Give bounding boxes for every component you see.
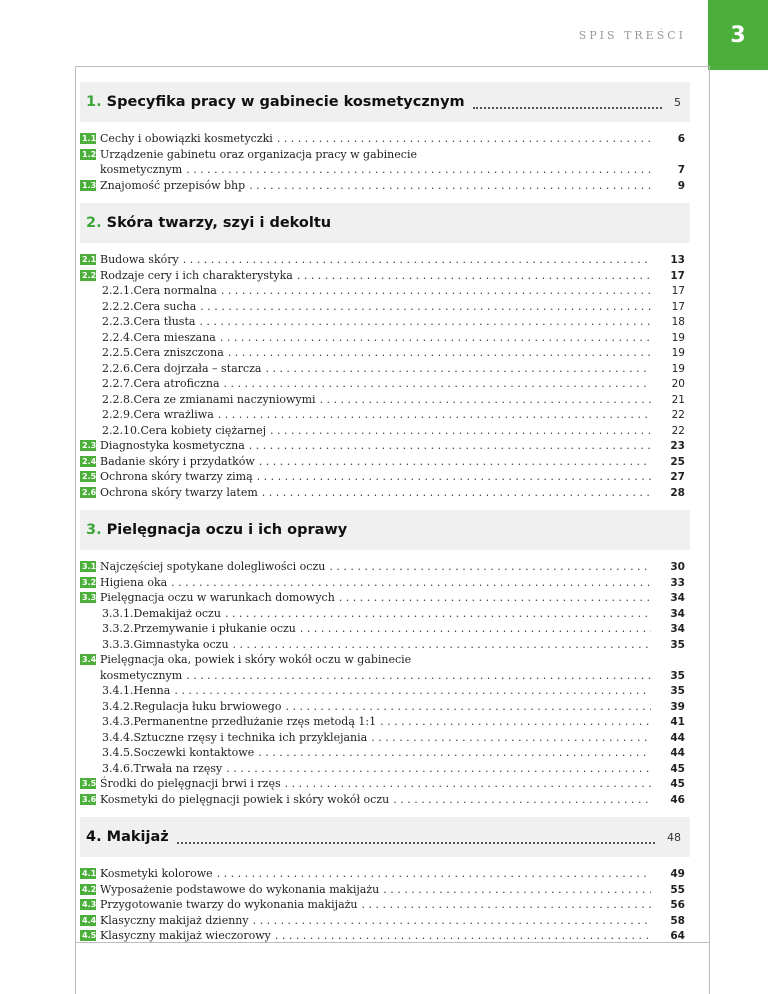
leader-dots bbox=[339, 590, 651, 606]
entry-page: 58 bbox=[670, 914, 685, 927]
entry-page: 22 bbox=[671, 424, 685, 437]
section-badge: 3.6 bbox=[82, 794, 97, 804]
page-number-tab bbox=[708, 0, 768, 70]
entry-text: Cera tłusta bbox=[133, 315, 196, 328]
subsection-entry[interactable] bbox=[80, 345, 690, 361]
entry-list bbox=[80, 550, 690, 817]
section-badge: 2.6 bbox=[82, 487, 97, 497]
section-badge: 3.3 bbox=[82, 593, 97, 602]
section-badge: 1.1 bbox=[82, 134, 97, 143]
entry-page: 35 bbox=[670, 638, 685, 651]
subsection-entry[interactable] bbox=[80, 683, 690, 699]
entry-text: Cera mieszana bbox=[133, 330, 216, 344]
section-entry[interactable] bbox=[80, 252, 690, 268]
entry-label bbox=[80, 330, 216, 346]
entry-label bbox=[80, 699, 281, 715]
entry-page: 27 bbox=[670, 471, 685, 483]
entry-page: 49 bbox=[670, 868, 685, 880]
leader-dots bbox=[249, 178, 651, 194]
section-badge: 4.5 bbox=[82, 931, 97, 940]
entry-text: Regulacja łuku brwiowego bbox=[133, 699, 282, 713]
leader-dots bbox=[226, 761, 651, 777]
section-badge: 4.1 bbox=[82, 869, 97, 878]
entry-text: Permanentne przedłużanie rzęs metodą 1:1 bbox=[133, 715, 377, 728]
entry-text: Kosmetyki kolorowe bbox=[100, 867, 213, 880]
subsection-entry[interactable] bbox=[80, 761, 690, 777]
subsection-entry[interactable] bbox=[80, 361, 690, 377]
entry-page: 28 bbox=[670, 486, 685, 499]
entry-page: 13 bbox=[670, 254, 685, 266]
section-entry[interactable] bbox=[80, 559, 690, 575]
entry-label bbox=[80, 730, 367, 746]
entry-text: Cera zniszczona bbox=[133, 346, 224, 359]
subsection-entry[interactable] bbox=[80, 407, 690, 423]
entry-page: 45 bbox=[670, 778, 685, 790]
entry-text: Cera sucha bbox=[133, 299, 197, 313]
leader-dots bbox=[174, 683, 651, 699]
entry-text: Najczęściej spotykane dolegliwości oczu bbox=[100, 560, 326, 573]
section-entry[interactable] bbox=[80, 162, 690, 178]
entry-label bbox=[80, 621, 296, 637]
section-badge: 3.1 bbox=[82, 562, 97, 571]
chapter-title bbox=[86, 94, 465, 110]
leader-dots bbox=[218, 407, 651, 423]
entry-text: Przygotowanie twarzy do wykonania makijażu bbox=[100, 898, 358, 911]
subsection-number: 3.4.6. bbox=[102, 761, 134, 775]
chapter-title-text: Skóra twarzy, szyi i dekoltu bbox=[106, 215, 332, 231]
subsection-number: 3.3.3. bbox=[102, 637, 134, 651]
leader-dots bbox=[220, 330, 651, 346]
section-badge: 3.5 bbox=[82, 779, 97, 788]
entry-text: Znajomość przepisów bhp bbox=[100, 178, 246, 192]
subsection-number: 3.4.1. bbox=[102, 684, 134, 697]
entry-page: 17 bbox=[671, 285, 685, 297]
entry-page: 30 bbox=[670, 561, 685, 573]
section-entry[interactable] bbox=[80, 131, 690, 147]
section-entry[interactable] bbox=[80, 485, 690, 501]
entry-text: Sztuczne rzęsy i technika ich przyklejania bbox=[133, 730, 368, 744]
chapter-title bbox=[86, 829, 169, 845]
entry-text: Urządzenie gabinetu oraz organizacja pracy w gabinecie bbox=[100, 147, 417, 161]
chapter-heading[interactable] bbox=[80, 817, 690, 857]
subsection-number: 2.2.3. bbox=[102, 315, 134, 328]
entry-page: 34 bbox=[670, 592, 685, 604]
subsection-number: 3.4.4. bbox=[102, 730, 134, 744]
section-entry[interactable] bbox=[80, 147, 690, 163]
entry-text: Środki do pielęgnacji brwi i rzęs bbox=[100, 777, 281, 790]
leader-dots bbox=[393, 792, 651, 808]
subsection-entry[interactable] bbox=[80, 330, 690, 346]
entry-page: 25 bbox=[670, 455, 685, 468]
subsection-number: 3.3.2. bbox=[102, 622, 134, 635]
chapter-number: 2. bbox=[86, 215, 102, 231]
leader-dots bbox=[270, 423, 651, 439]
section-badge: 4.4 bbox=[82, 915, 97, 925]
leader-dots bbox=[300, 621, 651, 637]
subsection-number: 2.2.8. bbox=[102, 392, 134, 406]
section-entry[interactable] bbox=[80, 882, 690, 898]
entry-label bbox=[80, 361, 261, 377]
section-entry[interactable] bbox=[80, 928, 690, 944]
entry-text: Kosmetyki do pielęgnacji powiek i skóry wokół oczu bbox=[100, 792, 390, 806]
leader-dots bbox=[177, 841, 655, 844]
entry-page: 9 bbox=[677, 179, 685, 192]
entry-text: Diagnostyka kosmetyczna bbox=[100, 439, 245, 452]
section-entry[interactable] bbox=[80, 590, 690, 606]
entry-list bbox=[80, 122, 690, 203]
section-entry[interactable] bbox=[80, 792, 690, 808]
entry-text: kosmetycznym bbox=[100, 668, 183, 682]
entry-page: 56 bbox=[670, 899, 685, 911]
entry-page: 34 bbox=[670, 607, 685, 620]
page-number: 3 bbox=[730, 22, 746, 48]
entry-label bbox=[80, 637, 229, 653]
leader-dots bbox=[285, 776, 651, 792]
entry-label bbox=[80, 407, 214, 423]
entry-label bbox=[80, 683, 170, 699]
entry-page: 35 bbox=[670, 669, 685, 682]
subsection-entry[interactable] bbox=[80, 714, 690, 730]
entry-text: Cera wrażliwa bbox=[133, 408, 214, 421]
subsection-number: 3.4.2. bbox=[102, 699, 134, 713]
leader-dots bbox=[265, 361, 651, 377]
entry-text: Przemywanie i płukanie oczu bbox=[133, 622, 296, 635]
entry-page: 44 bbox=[670, 747, 685, 759]
entry-label bbox=[80, 299, 196, 315]
entry-text: Rodzaje cery i ich charakterystyka bbox=[100, 268, 293, 282]
entry-text: Cera dojrzała – starcza bbox=[133, 361, 262, 375]
section-badge: 4.2 bbox=[82, 884, 97, 894]
section-entry[interactable] bbox=[80, 575, 690, 591]
entry-page: 6 bbox=[677, 133, 685, 145]
leader-dots bbox=[233, 637, 651, 653]
chapter-section bbox=[80, 82, 690, 203]
leader-dots bbox=[221, 283, 651, 299]
section-entry[interactable] bbox=[80, 178, 690, 194]
entry-text: Ochrona skóry twarzy zimą bbox=[100, 470, 253, 483]
section-entry[interactable] bbox=[80, 776, 690, 792]
entry-text: Soczewki kontaktowe bbox=[133, 746, 255, 759]
subsection-number: 2.2.7. bbox=[102, 377, 134, 390]
chapter-number: 4. bbox=[86, 829, 102, 845]
chapter-section bbox=[80, 510, 690, 817]
entry-text: Klasyczny makijaż dzienny bbox=[100, 913, 249, 927]
subsection-entry[interactable] bbox=[80, 314, 690, 330]
entry-page: 45 bbox=[670, 762, 685, 775]
subsection-entry[interactable] bbox=[80, 423, 690, 439]
entry-page: 19 bbox=[671, 331, 685, 344]
chapter-page: 5 bbox=[674, 95, 681, 109]
subsection-number: 3.4.3. bbox=[102, 715, 134, 728]
section-entry[interactable] bbox=[80, 438, 690, 454]
leader-dots bbox=[217, 866, 651, 882]
leader-dots bbox=[225, 606, 651, 622]
leader-dots bbox=[329, 559, 651, 575]
entry-page: 17 bbox=[670, 269, 685, 282]
entry-text: Cera normalna bbox=[133, 284, 217, 297]
section-badge: 3.2 bbox=[82, 577, 97, 587]
entry-label bbox=[80, 606, 221, 622]
leader-dots bbox=[362, 897, 651, 913]
subsection-number: 3.4.5. bbox=[102, 746, 134, 759]
section-entry[interactable] bbox=[80, 897, 690, 913]
entry-label bbox=[80, 761, 222, 777]
leader-dots bbox=[199, 314, 651, 330]
chapter-number: 3. bbox=[86, 522, 102, 538]
entry-page: 39 bbox=[670, 700, 685, 713]
section-entry[interactable] bbox=[80, 866, 690, 882]
leader-dots bbox=[371, 730, 651, 746]
leader-dots bbox=[249, 438, 651, 454]
entry-page: 46 bbox=[670, 793, 685, 806]
entry-label bbox=[80, 283, 217, 299]
entry-page: 35 bbox=[670, 685, 685, 697]
entry-page: 33 bbox=[670, 576, 685, 589]
entry-label bbox=[80, 714, 376, 730]
section-badge: 3.4 bbox=[82, 655, 97, 664]
subsection-entry[interactable] bbox=[80, 621, 690, 637]
entry-page: 23 bbox=[670, 440, 685, 452]
section-entry[interactable] bbox=[80, 454, 690, 470]
leader-dots bbox=[228, 345, 651, 361]
leader-dots bbox=[171, 575, 651, 591]
entry-text: Cera kobiety ciężarnej bbox=[140, 423, 267, 437]
entry-text: Budowa skóry bbox=[100, 253, 179, 266]
leader-dots bbox=[259, 454, 651, 470]
chapter-section bbox=[80, 817, 690, 954]
chapter-title-text: Specyfika pracy w gabinecie kosmetycznym bbox=[106, 94, 465, 110]
leader-dots bbox=[275, 928, 651, 944]
entry-page: 44 bbox=[670, 731, 685, 744]
entry-page: 19 bbox=[671, 362, 685, 375]
entry-text: kosmetycznym bbox=[100, 163, 183, 176]
entry-page: 55 bbox=[670, 883, 685, 896]
entry-text: Klasyczny makijaż wieczorowy bbox=[100, 929, 271, 942]
leader-dots bbox=[200, 299, 651, 315]
subsection-number: 2.2.9. bbox=[102, 408, 134, 421]
subsection-entry[interactable] bbox=[80, 699, 690, 715]
section-badge: 1.2 bbox=[82, 149, 97, 159]
frame-line-top bbox=[75, 66, 710, 67]
entry-text: Gimnastyka oczu bbox=[133, 637, 229, 651]
frame-line-left bbox=[75, 66, 76, 994]
entry-label bbox=[80, 745, 254, 761]
entry-text: Cera atroficzna bbox=[133, 377, 220, 390]
entry-text: Cechy i obowiązki kosmetyczki bbox=[100, 132, 273, 145]
entry-text: Higiena oka bbox=[100, 575, 168, 589]
leader-dots bbox=[257, 469, 651, 485]
entry-text: Wyposażenie podstawowe do wykonania makijażu bbox=[100, 882, 380, 896]
leader-dots bbox=[186, 162, 651, 178]
entry-text: Demakijaż oczu bbox=[133, 606, 221, 620]
chapter-title-text: Makijaż bbox=[106, 829, 169, 845]
leader-dots bbox=[277, 131, 651, 147]
leader-dots bbox=[380, 714, 651, 730]
entry-text: Pielęgnacja oka, powiek i skóry wokół oczu w gabinecie bbox=[100, 653, 412, 666]
entry-text: Pielęgnacja oczu w warunkach domowych bbox=[100, 591, 335, 604]
chapter-section bbox=[80, 203, 690, 510]
entry-label bbox=[80, 376, 220, 392]
section-badge: 1.3 bbox=[82, 180, 97, 190]
leader-dots bbox=[297, 268, 651, 284]
leader-dots bbox=[183, 252, 651, 268]
subsection-entry[interactable] bbox=[80, 299, 690, 315]
leader-dots bbox=[262, 485, 651, 501]
entry-text: Ochrona skóry twarzy latem bbox=[100, 485, 258, 499]
entry-page: 64 bbox=[670, 930, 685, 942]
frame-line-right bbox=[709, 66, 710, 994]
leader-dots bbox=[186, 668, 651, 684]
subsection-number: 2.2.1. bbox=[102, 284, 134, 297]
entry-label bbox=[80, 314, 195, 330]
subsection-entry[interactable] bbox=[80, 730, 690, 746]
leader-dots bbox=[320, 392, 651, 408]
chapter-page: 48 bbox=[667, 830, 681, 844]
entry-label bbox=[80, 345, 224, 361]
entry-text: Trwała na rzęsy bbox=[133, 761, 223, 775]
subsection-number: 2.2.2. bbox=[102, 299, 134, 313]
section-badge: 2.2 bbox=[82, 270, 97, 280]
subsection-number: 2.2.4. bbox=[102, 330, 134, 344]
entry-page: 34 bbox=[670, 623, 685, 635]
entry-label bbox=[80, 423, 266, 439]
leader-dots bbox=[224, 376, 651, 392]
subsection-number: 2.2.6. bbox=[102, 361, 134, 375]
entry-page: 21 bbox=[671, 393, 685, 406]
leader-dots bbox=[285, 699, 651, 715]
section-entry[interactable] bbox=[80, 268, 690, 284]
entry-page: 19 bbox=[671, 347, 685, 359]
leader-dots bbox=[383, 882, 651, 898]
entry-page: 20 bbox=[671, 378, 685, 390]
section-badge: 4.3 bbox=[82, 900, 97, 909]
leader-dots bbox=[253, 913, 651, 929]
subsection-number: 2.2.5. bbox=[102, 346, 134, 359]
entry-page: 7 bbox=[677, 164, 685, 176]
section-entry[interactable] bbox=[80, 668, 690, 684]
subsection-entry[interactable] bbox=[80, 376, 690, 392]
subsection-entry[interactable] bbox=[80, 606, 690, 622]
section-badge: 2.3 bbox=[82, 441, 97, 450]
leader-dots bbox=[258, 745, 651, 761]
entry-label bbox=[80, 392, 316, 408]
chapter-heading[interactable] bbox=[80, 203, 690, 243]
subsection-entry[interactable] bbox=[80, 392, 690, 408]
entry-text: Badanie skóry i przydatków bbox=[100, 454, 255, 468]
subsection-entry[interactable] bbox=[80, 745, 690, 761]
entry-page: 41 bbox=[670, 716, 685, 728]
entry-list bbox=[80, 243, 690, 510]
section-badge: 2.5 bbox=[82, 472, 97, 481]
chapter-number: 1. bbox=[86, 94, 102, 110]
entry-page: 18 bbox=[671, 316, 685, 328]
entry-page: 17 bbox=[671, 300, 685, 313]
entry-page: 22 bbox=[671, 409, 685, 421]
chapter-heading[interactable] bbox=[80, 510, 690, 550]
section-entry[interactable] bbox=[80, 913, 690, 929]
leader-dots bbox=[473, 106, 662, 109]
subsection-entry[interactable] bbox=[80, 637, 690, 653]
entry-list bbox=[80, 857, 690, 954]
subsection-entry[interactable] bbox=[80, 283, 690, 299]
running-head: SPIS TREŚCI bbox=[578, 29, 686, 42]
entry-text: Henna bbox=[133, 684, 171, 697]
table-of-contents bbox=[80, 82, 690, 954]
section-entry[interactable] bbox=[80, 652, 690, 668]
subsection-number: 3.3.1. bbox=[102, 606, 134, 620]
chapter-title bbox=[86, 215, 331, 231]
section-badge: 2.1 bbox=[82, 255, 97, 264]
subsection-number: 2.2.10. bbox=[102, 423, 141, 437]
chapter-heading[interactable] bbox=[80, 82, 690, 122]
chapter-title-text: Pielęgnacja oczu i ich oprawy bbox=[106, 522, 348, 538]
entry-text: Cera ze zmianami naczyniowymi bbox=[133, 392, 316, 406]
chapter-title bbox=[86, 522, 347, 538]
section-entry[interactable] bbox=[80, 469, 690, 485]
section-badge: 2.4 bbox=[82, 456, 97, 466]
